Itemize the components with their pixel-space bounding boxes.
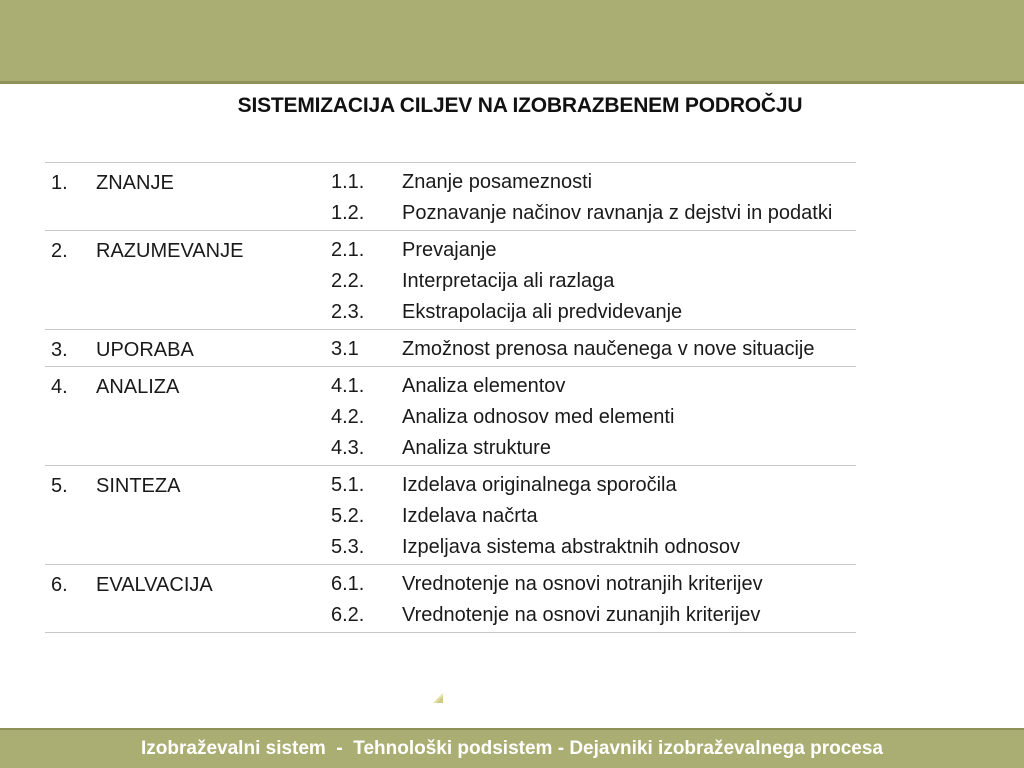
table-row (45, 367, 856, 466)
subitem-number: 1.2. (331, 202, 365, 224)
header-divider (0, 81, 1024, 84)
subitem-text: Izpeljava sistema abstraktnih odnosov (402, 536, 740, 558)
subitem-text: Analiza odnosov med elementi (402, 406, 675, 428)
subitem-list (331, 334, 856, 365)
subitem-number: 5.3. (331, 536, 365, 558)
subitem (331, 266, 856, 297)
subitem-number: 3.1 (331, 338, 359, 360)
footer-caption: Izobraževalni sistem - Tehnološki podsistem - Dejavniki izobraževalnega procesa (0, 728, 1024, 768)
subitem (331, 167, 856, 198)
subitem (331, 235, 856, 266)
subitem-text: Znanje posameznosti (402, 171, 593, 193)
row-number: 5. (51, 475, 68, 497)
row-category: ANALIZA (96, 376, 180, 398)
subitem (331, 569, 856, 600)
subitem-number: 2.2. (331, 270, 365, 292)
decorative-mark-icon (431, 690, 445, 704)
subitem (331, 198, 856, 229)
subitem-number: 5.2. (331, 505, 365, 527)
page-title: SISTEMIZACIJA CILJEV NA IZOBRAZBENEM PODROČJU (237, 94, 803, 117)
subitem-number: 4.1. (331, 375, 365, 397)
row-category: ZNANJE (96, 172, 174, 194)
subitem-text: Izdelava načrta (402, 505, 538, 527)
row-number: 1. (51, 172, 68, 194)
subitem-list (331, 470, 856, 563)
subitem-text: Vrednotenje na osnovi zunanjih kriterijev (402, 604, 761, 626)
subitem (331, 501, 856, 532)
subitem-text: Poznavanje načinov ravnanja z dejstvi in podatki (402, 202, 833, 224)
subitem-number: 6.2. (331, 604, 365, 626)
subitem-list (331, 569, 856, 631)
objectives-table (45, 162, 856, 633)
subitem-number: 1.1. (331, 171, 365, 193)
subitem-text: Izdelava originalnega sporočila (402, 474, 677, 496)
subitem-number: 4.2. (331, 406, 365, 428)
subitem-number: 2.1. (331, 239, 365, 261)
table-row (45, 466, 856, 565)
subitem-list (331, 371, 856, 464)
table-row (45, 231, 856, 330)
row-category: EVALVACIJA (96, 574, 213, 596)
subitem-list (331, 235, 856, 328)
row-number: 3. (51, 339, 68, 361)
subitem (331, 532, 856, 563)
subitem-text: Ekstrapolacija ali predvidevanje (402, 301, 683, 323)
subitem-list (331, 167, 856, 229)
subitem-text: Analiza elementov (402, 375, 566, 397)
subitem-text: Zmožnost prenosa naučenega v nove situacije (402, 338, 815, 360)
subitem-text: Vrednotenje na osnovi notranjih kriterijev (402, 573, 763, 595)
subitem-number: 5.1. (331, 474, 365, 496)
subitem (331, 371, 856, 402)
row-category: SINTEZA (96, 475, 181, 497)
row-category: RAZUMEVANJE (96, 240, 244, 262)
subitem-number: 2.3. (331, 301, 365, 323)
subitem-text: Analiza strukture (402, 437, 551, 459)
subitem-number: 6.1. (331, 573, 365, 595)
subitem-number: 4.3. (331, 437, 365, 459)
header-band (0, 0, 1024, 81)
table-row (45, 565, 856, 633)
row-number: 4. (51, 376, 68, 398)
subitem (331, 297, 856, 328)
subitem (331, 334, 856, 365)
table-row (45, 163, 856, 231)
subitem-text: Prevajanje (402, 239, 497, 261)
subitem (331, 470, 856, 501)
table-row (45, 330, 856, 367)
row-number: 2. (51, 240, 68, 262)
subitem-text: Interpretacija ali razlaga (402, 270, 615, 292)
subitem (331, 433, 856, 464)
row-category: UPORABA (96, 339, 194, 361)
subitem (331, 402, 856, 433)
subitem (331, 600, 856, 631)
row-number: 6. (51, 574, 68, 596)
